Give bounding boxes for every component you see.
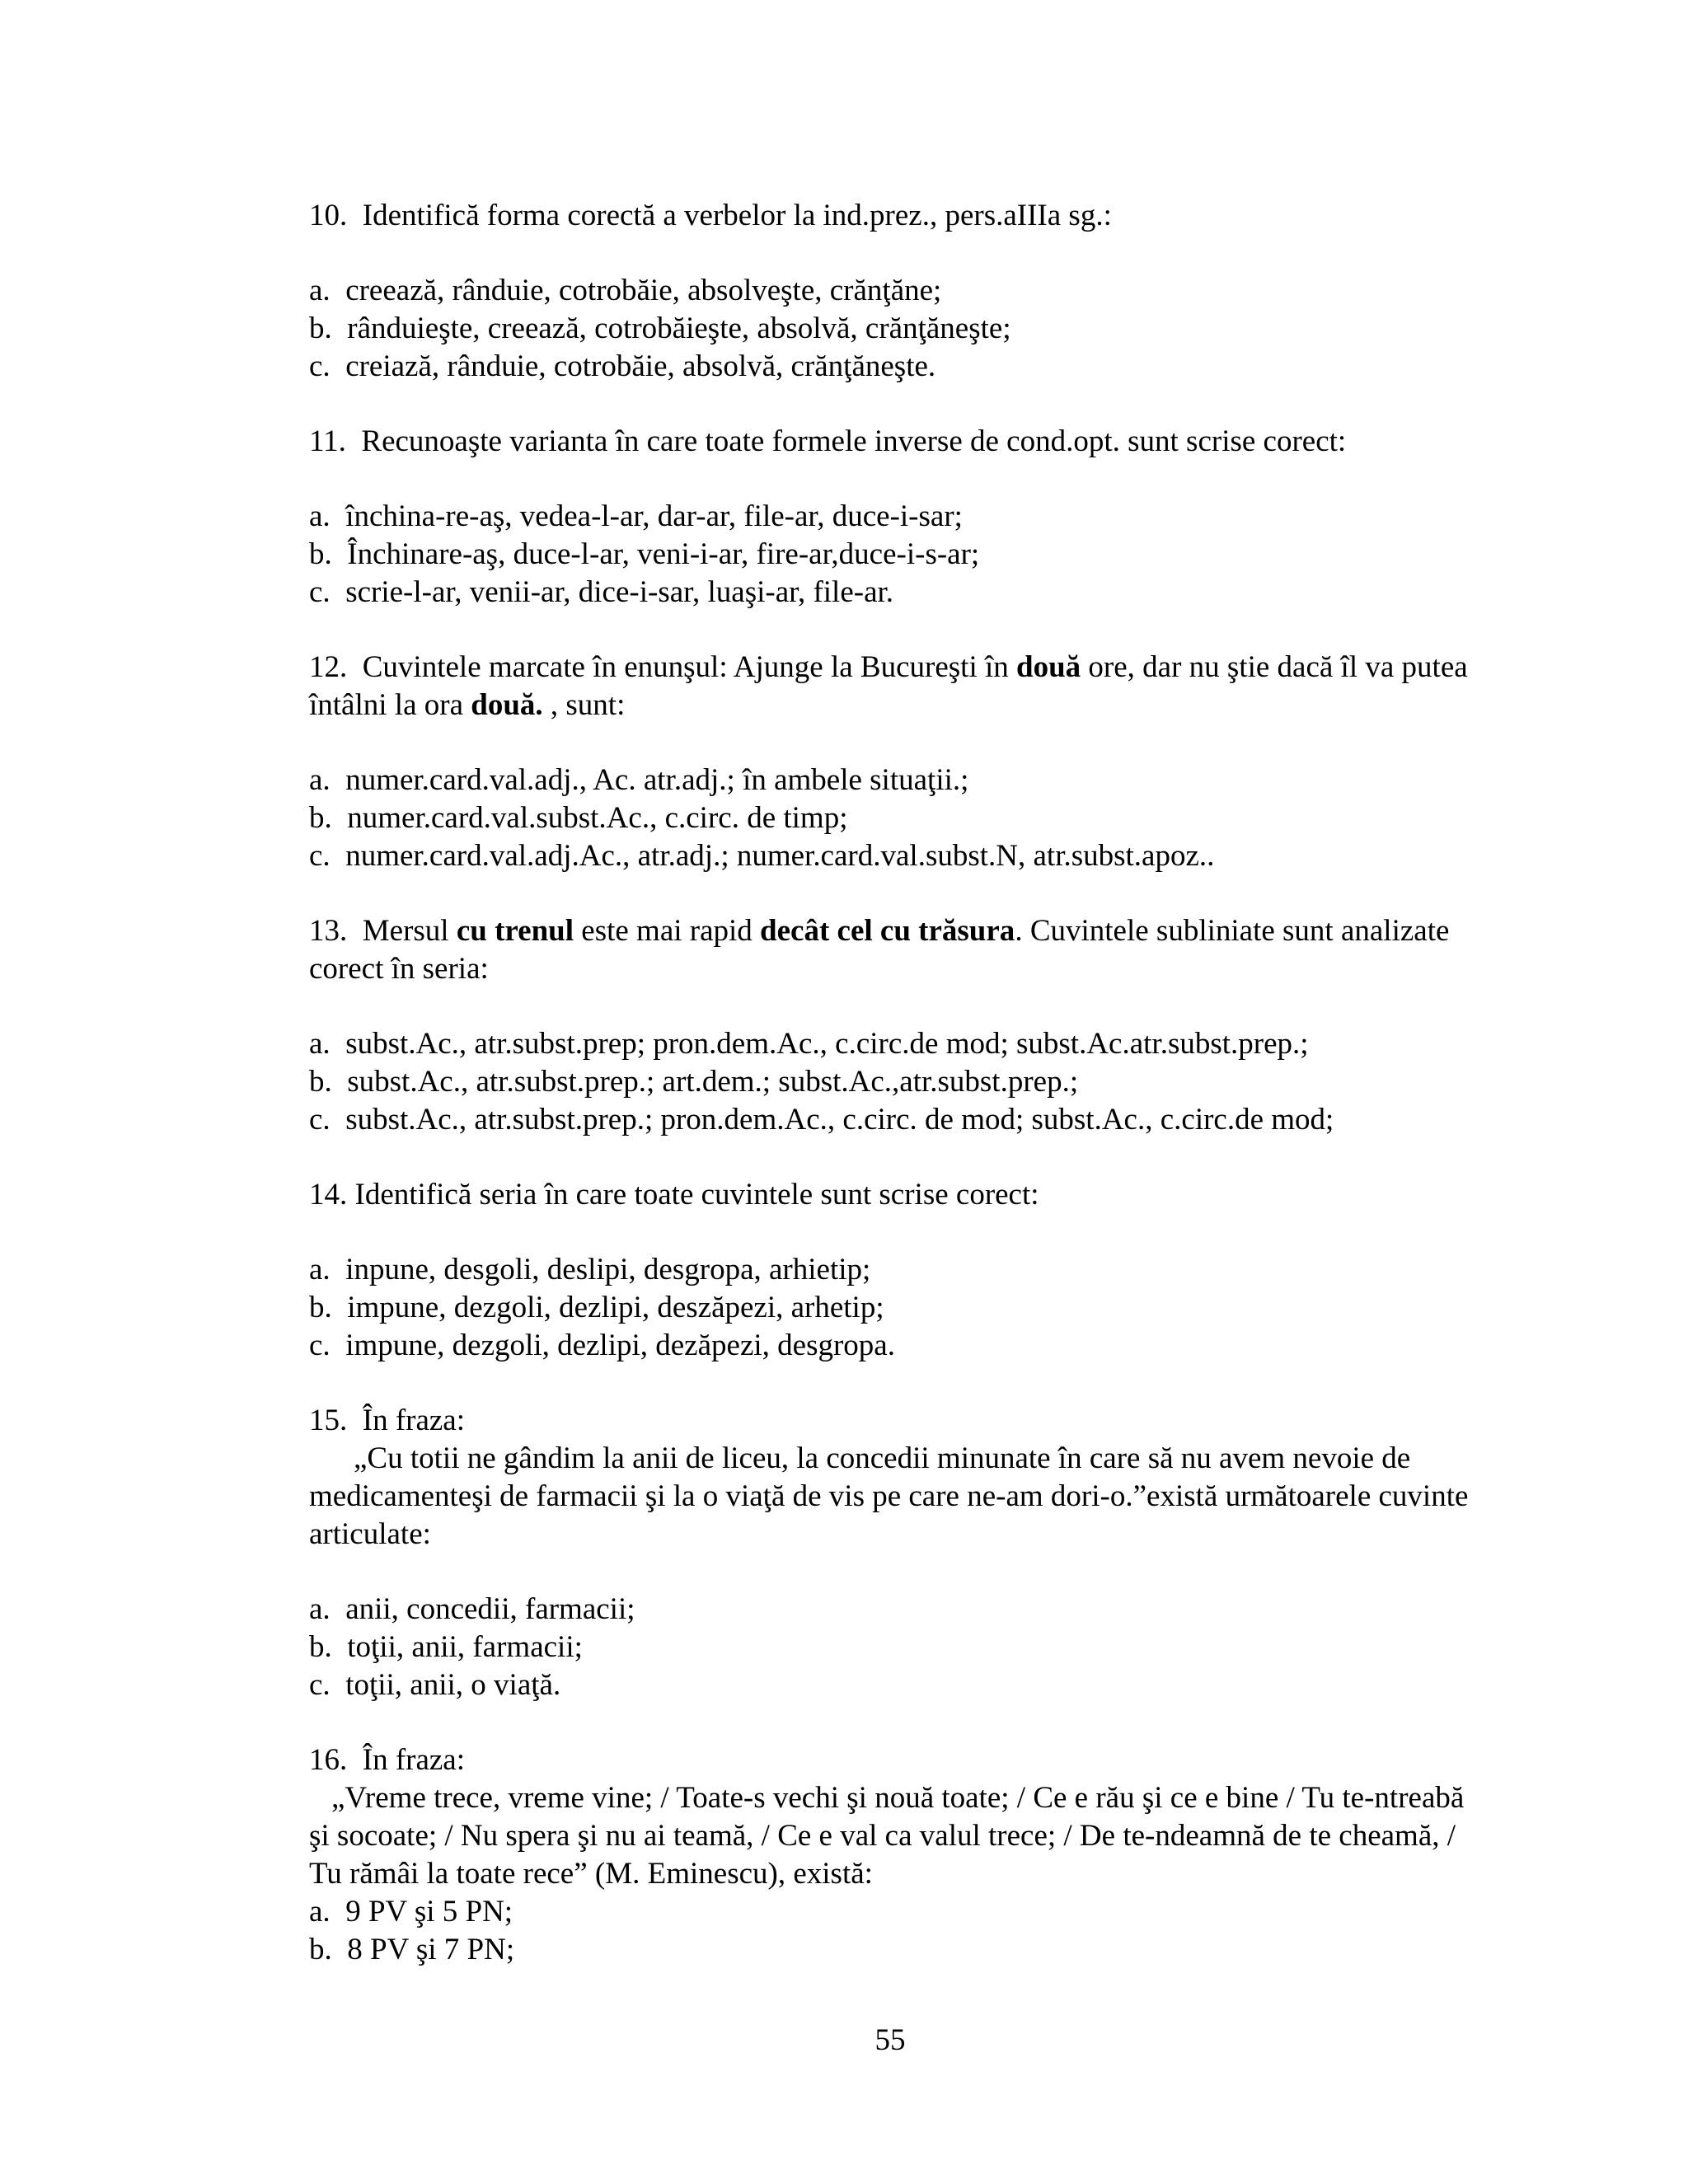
option-text: anii, concedii, farmacii; [345,1592,635,1626]
option-a [309,1893,1488,1931]
question-text-before: Mersul [362,914,449,948]
option-letter: b. [309,1291,332,1324]
option-letter: c. [309,839,331,873]
option-letter: b. [309,312,332,345]
option-letter: c. [309,1668,331,1702]
option-letter: a. [309,1592,331,1626]
question-text: Recunoaşte varianta în care toate formele inverse de cond.opt. sunt scrise corect: [361,424,1347,458]
question-number: 11. [309,424,346,458]
question-text: În fraza: [362,1743,466,1777]
question-text: Identifică forma corectă a verbelor la ind.prez., pers.aIIIa sg.: [362,199,1112,232]
option-text: creează, rânduie, cotrobăie, absolveşte, crănţăne; [345,274,942,307]
question-number: 10. [309,199,348,232]
option-letter: a. [309,763,331,797]
option-letter: b. [309,801,332,835]
question-stem [309,649,1488,724]
option-text: Închinare-aş, duce-l-ar, veni-i-ar, fire-ar,duce-i-s-ar; [347,537,980,571]
question-number: 14. [309,1178,348,1212]
option-letter: c. [309,1103,331,1137]
question-14 [309,1176,1488,1365]
question-13 [309,912,1488,1139]
page-content [309,197,1488,2006]
option-c [309,1101,1488,1139]
marked-word: două. [471,688,543,722]
option-c [309,574,1488,612]
quoted-poem: „Vreme trece, vreme vine; / Toate-s vechi şi nouă toate; / Ce e rău şi ce e bine / Tu te-ntreabă şi socoate; / Nu spera şi nu ai teamă, / Ce e val ca valul trece; / De te-ndeamnă de te cheamă, / Tu rămâi la toate rece” (M. Eminescu), există: [309,1781,1465,1891]
question-text: În fraza: [362,1404,466,1437]
question-text-middle: ore, dar nu ştie dacă îl va putea întâlni la ora [309,650,1468,722]
option-letter: c. [309,349,331,383]
marked-word: cu trenul [456,914,574,948]
option-b [309,1063,1488,1101]
option-text: închina-re-aş, vedea-l-ar, dar-ar, file-ar, duce-i-sar; [345,499,963,533]
option-b [309,799,1488,837]
question-16 [309,1741,1488,1969]
option-text: subst.Ac., atr.subst.prep.; pron.dem.Ac., c.circ. de mod; subst.Ac., c.circ.de mod; [345,1103,1334,1137]
option-letter: a. [309,1895,331,1929]
option-text: numer.card.val.subst.Ac., c.circ. de timp; [347,801,848,835]
question-text-middle: este mai rapid [581,914,753,948]
option-text: inpune, desgoli, deslipi, desgropa, arhietip; [345,1253,871,1286]
quoted-sentence: „Cu totii ne gândim la anii de liceu, la concedii minunate în care să nu avem nevoie de medicamenteşi de farmacii şi la o viaţă de vis pe care ne-am dori-o.”există următoarele cuvinte articulate: [309,1441,1469,1551]
option-text: rânduieşte, creează, cotrobăieşte, absolvă, crănţăneşte; [347,312,1011,345]
option-letter: a. [309,1027,331,1061]
option-letter: b. [309,1630,332,1664]
option-b [309,310,1488,348]
marked-word: două [1016,650,1081,684]
option-text: subst.Ac., atr.subst.prep.; art.dem.; subst.Ac.,atr.subst.prep.; [347,1065,1079,1099]
page-number: 55 [874,2023,906,2057]
option-letter: a. [309,1253,331,1286]
option-a [309,1025,1488,1063]
question-stem [309,1741,1488,1893]
option-text: scrie-l-ar, venii-ar, dice-i-sar, luaşi-ar, file-ar. [345,575,894,609]
option-b [309,1289,1488,1327]
option-text: toţii, anii, o viaţă. [345,1668,561,1702]
question-number: 12. [309,650,348,684]
question-stem [309,912,1488,988]
option-text: impune, dezgoli, dezlipi, deszăpezi, arhetip; [347,1291,884,1324]
option-b [309,536,1488,574]
option-c [309,1327,1488,1365]
option-text: numer.card.val.adj., Ac. atr.adj.; în ambele situaţii.; [345,763,969,797]
options-list [309,272,1488,386]
option-a [309,1251,1488,1289]
question-15 [309,1402,1488,1704]
option-text: numer.card.val.adj.Ac., atr.adj.; numer.card.val.subst.N, atr.subst.apoz.. [345,839,1215,873]
option-letter: a. [309,274,331,307]
option-letter: b. [309,1065,332,1099]
option-a [309,1591,1488,1629]
options-list [309,1591,1488,1704]
option-c [309,1666,1488,1704]
options-list [309,1251,1488,1365]
question-text-after: , sunt: [550,688,626,722]
option-a [309,762,1488,799]
option-b [309,1931,1488,1969]
question-stem [309,1402,1488,1554]
option-letter: b. [309,1933,332,1966]
option-c [309,348,1488,386]
question-text-before: Cuvintele marcate în enunşul: Ajunge la Bucureşti în [362,650,1009,684]
option-text: toţii, anii, farmacii; [347,1630,583,1664]
options-list [309,762,1488,875]
question-text: Identifică seria în care toate cuvintele sunt scrise corect: [354,1178,1039,1212]
question-text-after: . Cuvintele subliniate sunt analizate corect în seria: [309,914,1450,986]
option-text: creiază, rânduie, cotrobăie, absolvă, crănţăneşte. [345,349,936,383]
option-a [309,498,1488,536]
question-10 [309,197,1488,386]
option-letter: c. [309,575,331,609]
options-list [309,498,1488,612]
options-list [309,1025,1488,1139]
option-letter: c. [309,1329,331,1362]
option-text: 8 PV şi 7 PN; [347,1933,515,1966]
marked-word: decât cel cu trăsura [760,914,1015,948]
option-b [309,1629,1488,1666]
option-text: impune, dezgoli, dezlipi, dezăpezi, desgropa. [345,1329,895,1362]
question-stem [309,1176,1488,1214]
question-number: 15. [309,1404,348,1437]
option-letter: a. [309,499,331,533]
question-number: 16. [309,1743,348,1777]
option-c [309,837,1488,875]
options-list [309,1893,1488,1969]
option-letter: b. [309,537,332,571]
question-12 [309,649,1488,875]
option-a [309,272,1488,310]
option-text: subst.Ac., atr.subst.prep; pron.dem.Ac., c.circ.de mod; subst.Ac.atr.subst.prep.; [345,1027,1309,1061]
option-text: 9 PV şi 5 PN; [345,1895,513,1929]
question-number: 13. [309,914,348,948]
question-11 [309,423,1488,612]
question-stem [309,197,1488,235]
question-stem [309,423,1488,461]
